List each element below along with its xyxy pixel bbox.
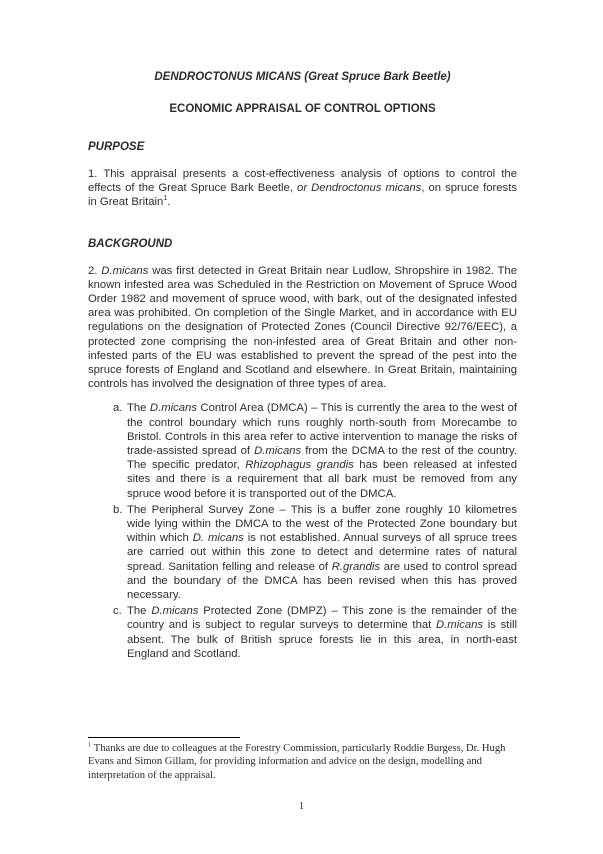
document-title: DENDROCTONUS MICANS (Great Spruce Bark Beetle) [154, 71, 451, 83]
paragraph-1: 1. This appraisal presents a cost-effectiveness analysis of options to control the effects of the Great Spruce Bark Beetle, or Dendroctonus micans, on spruce forests in Great Britain$^1$. [88, 168, 517, 209]
list-marker-b: b. [113, 503, 123, 516]
list-item-a-text: The D.micans Control Area (DMCA) – This is currently the area to the west of the control boundary which runs roughly north-south from Morecambe to Bristol. Controls in this area refer to active intervention to manage the risks of trade-assisted spread of D.micans from the DCMA to the rest of the country. The specific predator, Rhizophagus grandis has been released at infested sites and there is a requirement that all bark must be removed from any spruce wood before it is transported out of the DMCA. [127, 402, 518, 500]
paragraph-2: 2. D.micans was first detected in Great Britain near Ludlow, Shropshire in 1982. The known infested area was Scheduled in the Restriction on Movement of Spruce Wood Order 1982 and movement of spruce wood, with bark, out of the designated infested area was prohibited. On completion of the Single Market, and in accordance with EU regulations on the designation of Protected Zones (Council Directive 92/76/EEC), a protected zone comprising the non-infested area of Great Britain and other non-infested parts of the EU was established to prevent the spread of the pest into the spruce forests of England and Scotland and elsewhere. In Great Britain, maintaining controls has involved the designation of three types of area. [88, 264, 517, 391]
list-marker-a: a. [113, 402, 123, 415]
document-content [88, 0, 517, 663]
page-number: 1 [298, 801, 305, 812]
list-item-b [88, 503, 517, 602]
list-item-c-text: The D.micans Protected Zone (DMPZ) – This zone is the remainder of the country and is subject to regular surveys to determine that D.micans is still absent. The bulk of British spruce forests lie in this area, in north-east England and Scotland. [127, 605, 518, 660]
section-heading-background: BACKGROUND [88, 237, 173, 250]
list-item-c [88, 604, 517, 661]
footnote [88, 737, 517, 782]
section-heading-purpose: PURPOSE [88, 141, 145, 153]
list-marker-c: c. [113, 605, 122, 618]
list-item-a [88, 401, 517, 500]
document-subtitle: ECONOMIC APPRAISAL OF CONTROL OPTIONS [169, 103, 436, 115]
footnote-separator [88, 737, 240, 738]
area-type-list [88, 401, 517, 661]
list-item-b-text: The Peripheral Survey Zone – This is a buffer zone roughly 10 kilometres wide lying within the DMCA to the west of the Protected Zone boundary but within which D. micans is not established. Annual surveys of all spruce trees are carried out within this zone to detect and determine rates of natural spread. Sanitation felling and release of R.grandis are used to control spread and the boundary of the DMCA has been revised when this has proved necessary. [127, 503, 517, 602]
footnote-text: $^1$ Thanks are due to colleagues at the Forestry Commission, particularly Roddie Burgess, Dr. Hugh Evans and Simon Gillam, for providing information and advice on the design, modelling and interpretation of the appraisal. [88, 741, 506, 781]
